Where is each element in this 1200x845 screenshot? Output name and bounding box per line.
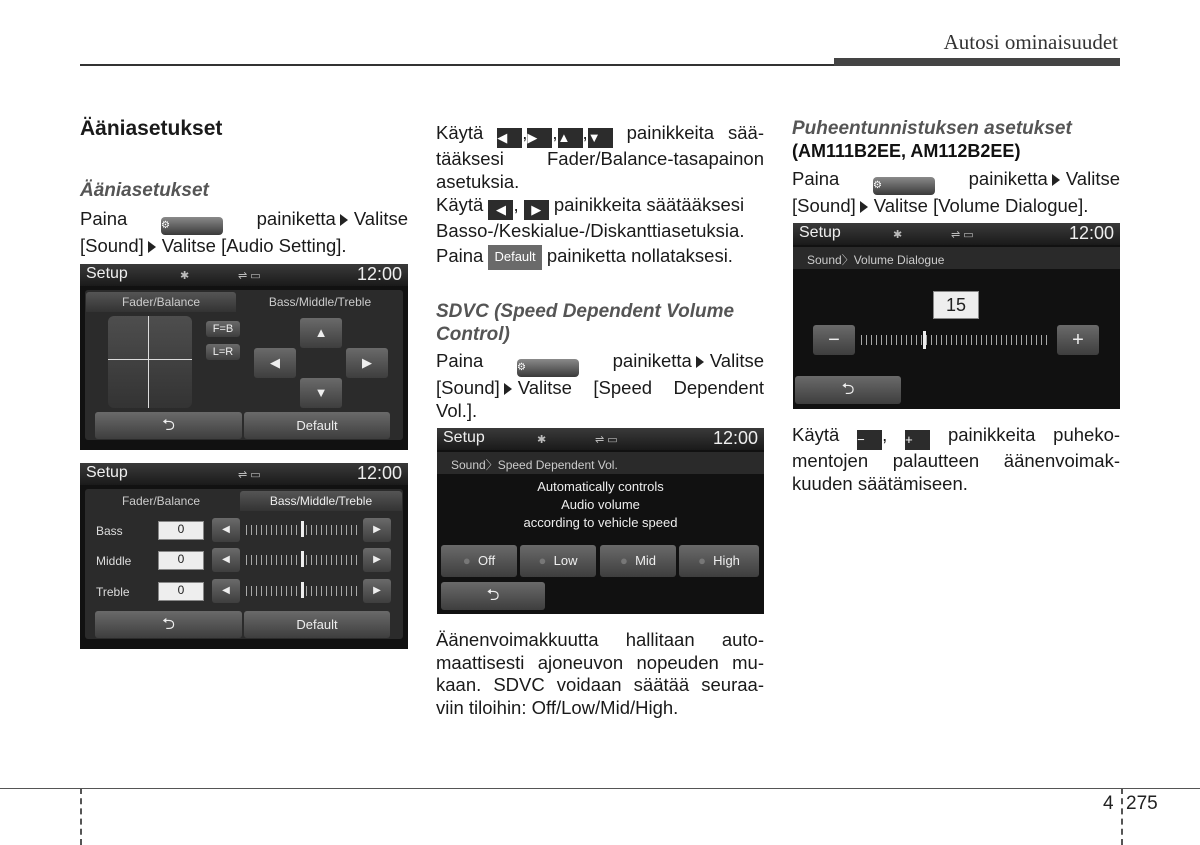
bass-decrease-button[interactable]: ◀ [212, 518, 240, 542]
treble-slider-knob[interactable] [301, 582, 304, 598]
bass-value: 0 [158, 521, 204, 540]
back-button[interactable]: ⮌ [95, 412, 242, 439]
radio-icon: ● [538, 553, 547, 568]
treble-increase-button[interactable]: ▶ [363, 579, 391, 603]
down-arrow-button-icon: ▼ [588, 128, 613, 148]
text: [Sound] [792, 195, 856, 216]
screen-title: Setup [86, 464, 128, 481]
text: painiketta nollataksesi. [546, 245, 733, 266]
plus-button-icon: + [905, 430, 930, 450]
fader-line [108, 359, 192, 360]
usb-icon: ⇌ ▭ [951, 229, 974, 241]
text: painiketta [968, 168, 1048, 189]
status-bar [80, 264, 408, 286]
text: painiketta [256, 208, 336, 229]
text: Valitse [Audio Setting]. [161, 235, 347, 256]
sdvc-description [437, 478, 764, 532]
text: kaan. SDVC voidaan säätää seuraa- [436, 674, 764, 695]
footer-margin-mark [80, 788, 82, 845]
screen-volume-dialogue [793, 223, 1120, 409]
default-button[interactable]: Default [244, 412, 390, 439]
bass-increase-button[interactable]: ▶ [363, 518, 391, 542]
text: Valitse [1065, 168, 1120, 189]
text: painiketta [612, 350, 692, 371]
text: Valitse [Speed Dependent [517, 377, 764, 398]
footer-margin-mark [1121, 788, 1123, 845]
bass-slider-knob[interactable] [301, 521, 304, 537]
usb-icon: ⇌ ▭ [238, 270, 261, 282]
default-button[interactable]: Default [244, 611, 390, 638]
arrow-icon [504, 383, 512, 395]
arrow-icon [148, 241, 156, 253]
text: SDVC (Speed Dependent Volume [436, 301, 735, 322]
header-bar [834, 58, 1120, 66]
text: Low [553, 553, 578, 568]
text: Audio volume [561, 497, 640, 512]
breadcrumb: Sound〉Speed Dependent Vol. [451, 458, 618, 472]
text: according to vehicle speed [523, 515, 678, 530]
middle-paragraph-2: Käytä ◀ , ▶ painikkeita säätääksesi Basso-/Keskialue-/Diskanttiasetuksia. [436, 194, 764, 243]
tab-bass-middle-treble[interactable]: Bass/Middle/Treble [240, 491, 402, 511]
bluetooth-icon: ✱ [893, 229, 903, 241]
chapter-number: 4 [1103, 793, 1114, 814]
screen-fader-balance [80, 264, 408, 450]
fader-up-button[interactable]: ▲ [300, 318, 342, 348]
text: High [713, 553, 740, 568]
tab-fader-balance[interactable]: Fader/Balance [121, 494, 201, 508]
bluetooth-icon: ✱ [180, 270, 190, 282]
left-paragraph [80, 208, 408, 258]
arrow-icon [696, 356, 704, 368]
text: kuuden säätämiseen. [792, 472, 968, 494]
middle-value: 0 [158, 551, 204, 570]
clock: 12:00 [712, 428, 758, 448]
arrow-icon [1052, 174, 1060, 186]
text: painikkeita säätääksesi [553, 194, 745, 215]
setup-button-icon: ⚙ [161, 217, 223, 235]
usb-icon: ⇌ ▭ [595, 434, 618, 446]
text: maattisesti ajoneuvon nopeuden mu- [436, 651, 764, 673]
middle-slider-knob[interactable] [301, 551, 304, 567]
lr-center-button[interactable]: L=R [206, 344, 240, 360]
text: painikkeita sää- [626, 122, 764, 143]
text: Paina [792, 168, 840, 189]
usb-icon: ⇌ ▭ [238, 469, 261, 481]
balance-left-button[interactable]: ◀ [254, 348, 296, 378]
tab-bass-middle-treble[interactable]: Bass/Middle/Treble [268, 295, 372, 309]
text: viin tiloihin: Off/Low/Mid/High. [436, 696, 679, 718]
clock: 12:00 [1068, 223, 1114, 243]
text: Valitse [Volume Dialogue]. [873, 195, 1089, 216]
balance-line [148, 316, 149, 408]
text: Mid [635, 553, 657, 568]
text: Control) [436, 324, 510, 345]
balance-right-button[interactable]: ▶ [346, 348, 388, 378]
text: Paina [80, 208, 128, 229]
right-paragraph-2: Käytä − , + painikkeita puheko- mentojen palautteen äänenvoimak- kuuden säätämiseen. [792, 424, 1121, 494]
bass-label: Bass [96, 524, 123, 538]
sdvc-off-button[interactable] [441, 545, 517, 577]
section-heading: Ääniasetukset [80, 117, 223, 140]
status-bar [793, 223, 1120, 245]
minus-button-icon: − [857, 430, 882, 450]
sdvc-mid-button[interactable] [600, 545, 676, 577]
status-bar [437, 428, 764, 450]
middle-paragraph-4 [436, 350, 764, 422]
footer-rule [0, 788, 1200, 789]
text: asetuksia. [436, 170, 520, 192]
sdvc-low-button[interactable] [520, 545, 596, 577]
middle-increase-button[interactable]: ▶ [363, 548, 391, 572]
text: Käytä [436, 122, 484, 143]
screen-sdvc [437, 428, 764, 614]
subsection-heading: Ääniasetukset [80, 180, 209, 201]
middle-paragraph-1: Käytä ◀ ,▶ ,▲ ,▼ painikkeita sää- tääksesi Fader/Balance-tasapainon asetuksia. [436, 122, 764, 192]
default-button-icon: Default [488, 245, 541, 270]
left-arrow-button-icon: ◀ [497, 128, 522, 148]
middle-paragraph-5 [436, 629, 764, 719]
voice-recognition-heading: Puheentunnistuksen asetukset [792, 118, 1072, 139]
right-paragraph-1 [792, 168, 1120, 218]
running-header: Autosi ominaisuudet [943, 30, 1118, 54]
treble-label: Treble [96, 585, 130, 599]
page-number: 275 [1126, 793, 1158, 814]
text: Automatically controls [537, 479, 664, 494]
tab-fader-balance[interactable]: Fader/Balance [86, 292, 236, 312]
back-button[interactable]: ⮌ [795, 376, 901, 404]
screen-title: Setup [799, 224, 841, 241]
treble-value: 0 [158, 582, 204, 601]
model-codes: (AM111B2EE, AM112B2EE) [792, 141, 1021, 161]
text: Off [477, 553, 496, 568]
setup-button-icon: ⚙ [873, 177, 935, 195]
text: Äänenvoimakkuutta hallitaan auto- [436, 629, 764, 650]
text: Paina [436, 245, 484, 266]
text: Paina [436, 350, 484, 371]
text: tääksesi Fader/Balance-tasapainon [436, 148, 764, 169]
back-button[interactable]: ⮌ [95, 611, 242, 638]
right-arrow-button-icon: ▶ [527, 128, 552, 148]
clock: 12:00 [356, 463, 402, 483]
arrow-icon [340, 214, 348, 226]
arrow-icon [860, 201, 868, 213]
left-arrow-button-icon: ◀ [488, 200, 513, 220]
breadcrumb: Sound〉Volume Dialogue [807, 253, 945, 267]
screen-title: Setup [86, 265, 128, 282]
text: Valitse [709, 350, 764, 371]
text: painikkeita puheko- [947, 424, 1121, 445]
text: mentojen palautteen äänenvoimak- [792, 450, 1120, 471]
radio-icon: ● [698, 553, 706, 568]
radio-icon: ● [462, 553, 471, 568]
text: Käytä [792, 424, 840, 445]
text: Basso-/Keskialue-/Diskanttiasetuksia. [436, 220, 745, 241]
text: Vol.]. [436, 399, 478, 421]
clock: 12:00 [356, 264, 402, 284]
screen-title: Setup [443, 429, 485, 446]
setup-button-icon: ⚙ [517, 359, 579, 377]
volume-value: 15 [933, 291, 979, 319]
radio-icon: ● [619, 553, 628, 568]
sdvc-high-button[interactable] [679, 545, 759, 577]
text: Käytä [436, 194, 484, 215]
right-arrow-button-icon: ▶ [524, 200, 549, 220]
status-bar [80, 463, 408, 485]
bluetooth-icon: ✱ [537, 434, 547, 446]
sdvc-heading [436, 300, 766, 346]
middle-paragraph-3 [436, 245, 764, 270]
middle-label: Middle [96, 554, 132, 568]
seat-diagram [108, 316, 192, 408]
fader-down-button[interactable]: ▼ [300, 378, 342, 408]
treble-decrease-button[interactable]: ◀ [212, 579, 240, 603]
text: [Sound] [436, 377, 500, 398]
screen-bass-middle-treble [80, 463, 408, 649]
volume-decrease-button[interactable]: − [813, 325, 855, 355]
text: Valitse [353, 208, 408, 229]
volume-slider-knob[interactable] [923, 331, 926, 349]
back-button[interactable]: ⮌ [441, 582, 545, 610]
up-arrow-button-icon: ▲ [558, 128, 583, 148]
fb-center-button[interactable]: F=B [206, 321, 240, 337]
middle-decrease-button[interactable]: ◀ [212, 548, 240, 572]
volume-slider[interactable] [861, 335, 1051, 345]
text: [Sound] [80, 235, 144, 256]
volume-increase-button[interactable]: + [1057, 325, 1099, 355]
